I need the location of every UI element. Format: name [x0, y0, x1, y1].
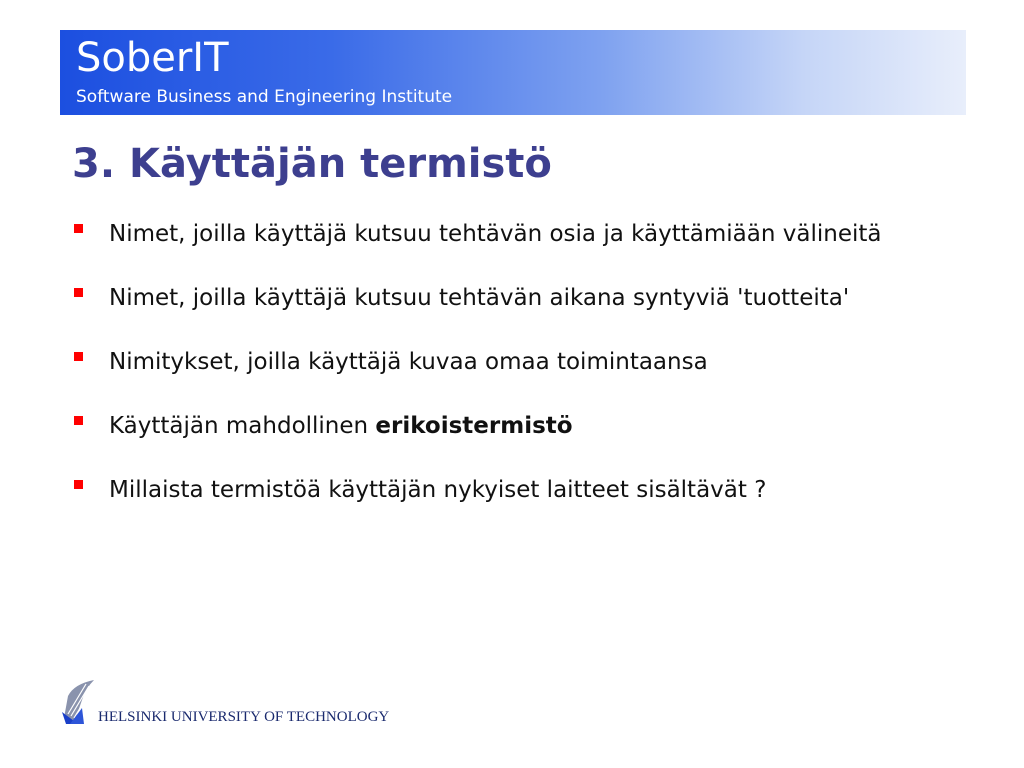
- bullet-square-icon: [74, 288, 83, 297]
- institution-name: HELSINKI UNIVERSITY OF TECHNOLOGY: [98, 709, 390, 725]
- bullet-square-icon: [74, 352, 83, 361]
- bullet-item: [72, 473, 972, 508]
- bullet-text: Nimet, joilla käyttäjä kutsuu tehtävän osia ja käyttämiään välineitä: [109, 221, 882, 247]
- bullet-bold-term: erikoistermistö: [375, 413, 573, 439]
- header-banner: [60, 30, 966, 115]
- bullet-text: Nimet, joilla käyttäjä kutsuu tehtävän aikana syntyviä 'tuotteita': [109, 285, 850, 311]
- brand-name: SoberIT: [76, 35, 229, 81]
- bullet-square-icon: [74, 416, 83, 425]
- bullet-item: [72, 409, 972, 444]
- bullet-text: Nimitykset, joilla käyttäjä kuvaa omaa toimintaansa: [109, 349, 708, 375]
- bullet-text: Millaista termistöä käyttäjän nykyiset laitteet sisältävät ?: [109, 477, 767, 503]
- bullet-list: [72, 217, 972, 537]
- bullet-item: [72, 281, 972, 316]
- bullet-square-icon: [74, 224, 83, 233]
- bullet-item: [72, 345, 972, 380]
- wing-logo-icon: [60, 678, 98, 726]
- bullet-square-icon: [74, 480, 83, 489]
- bullet-text: Käyttäjän mahdollinen: [109, 413, 376, 439]
- bullet-item: [72, 217, 972, 252]
- brand-subtitle: Software Business and Engineering Institute: [76, 87, 453, 107]
- slide-title: 3. Käyttäjän termistö: [72, 141, 552, 187]
